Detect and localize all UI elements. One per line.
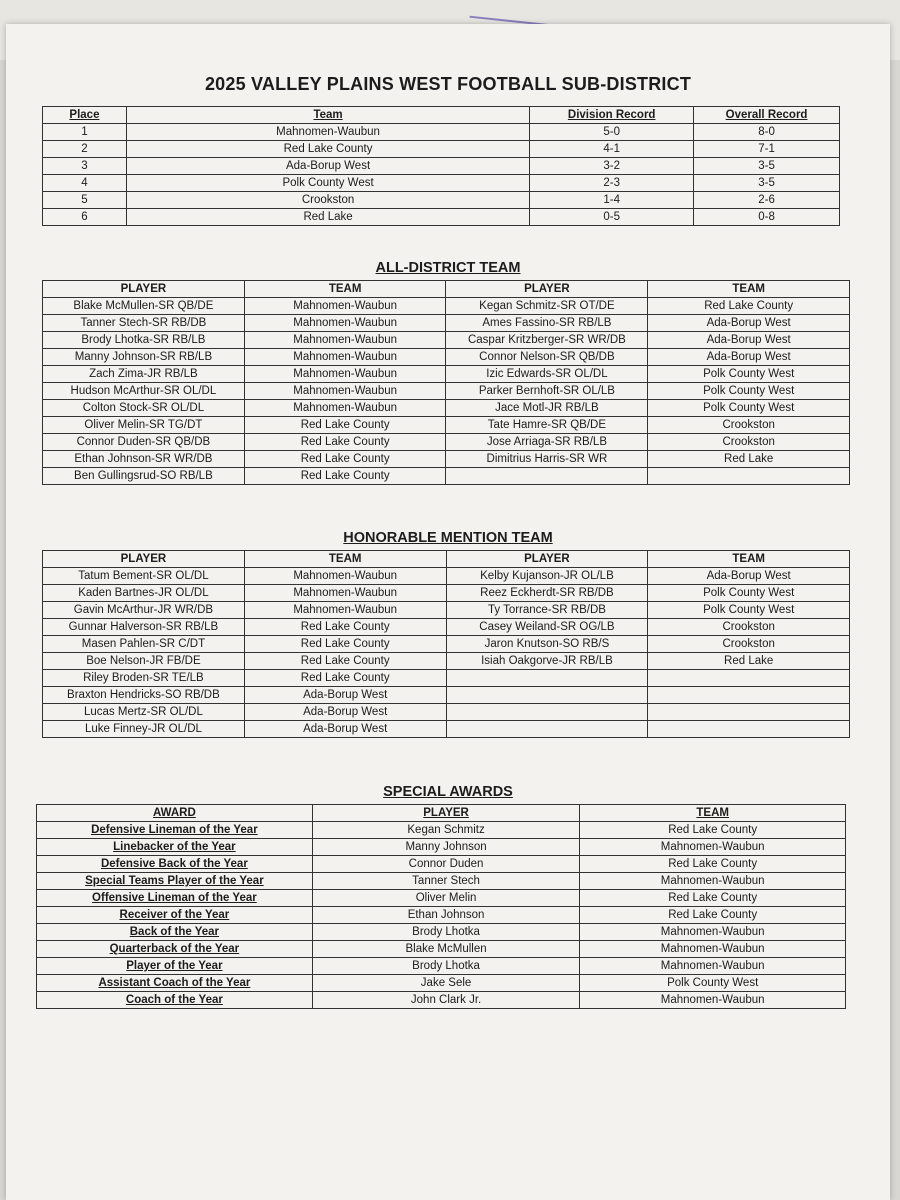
player-cell: Gavin McArthur-JR WR/DB: [43, 602, 245, 619]
team-cell: Red Lake County: [244, 636, 446, 653]
team-cell: [648, 687, 850, 704]
team-cell: Crookston: [126, 192, 529, 209]
team-cell: Mahnomen-Waubun: [244, 602, 446, 619]
player-header: PLAYER: [312, 805, 580, 822]
team-cell: Mahnomen-Waubun: [580, 873, 846, 890]
team-header: Team: [126, 107, 529, 124]
team-header: TEAM: [244, 551, 446, 568]
table-row: [43, 602, 850, 619]
player-cell: [446, 687, 648, 704]
player-cell: [446, 721, 648, 738]
table-row: [37, 839, 846, 856]
player-cell: Zach Zima-JR RB/LB: [43, 366, 245, 383]
player-cell: Kaden Bartnes-JR OL/DL: [43, 585, 245, 602]
document-page: [6, 24, 890, 1200]
team-cell: Crookston: [648, 417, 850, 434]
table-row: [43, 349, 850, 366]
player-cell: Tanner Stech-SR RB/DB: [43, 315, 245, 332]
player-cell: Jose Arriaga-SR RB/LB: [446, 434, 648, 451]
player-cell: Kelby Kujanson-JR OL/LB: [446, 568, 648, 585]
division-record-cell: 2-3: [530, 175, 694, 192]
award-cell: Defensive Back of the Year: [37, 856, 313, 873]
player-cell: Boe Nelson-JR FB/DE: [43, 653, 245, 670]
table-row: [43, 670, 850, 687]
player-cell: Brody Lhotka-SR RB/LB: [43, 332, 245, 349]
player-cell: Jace Motl-JR RB/LB: [446, 400, 648, 417]
player-cell: Ben Gullingsrud-SO RB/LB: [43, 468, 245, 485]
overall-record-cell: 0-8: [694, 209, 840, 226]
team-cell: Mahnomen-Waubun: [244, 349, 446, 366]
division-record-cell: 5-0: [530, 124, 694, 141]
team-header: TEAM: [648, 551, 850, 568]
team-cell: Ada-Borup West: [648, 568, 850, 585]
player-cell: Connor Duden-SR QB/DB: [43, 434, 245, 451]
team-cell: Mahnomen-Waubun: [580, 839, 846, 856]
player-cell: Tatum Bement-SR OL/DL: [43, 568, 245, 585]
place-cell: 1: [43, 124, 127, 141]
overall-record-cell: 7-1: [694, 141, 840, 158]
award-header: AWARD: [37, 805, 313, 822]
table-row: [37, 856, 846, 873]
division-record-cell: 0-5: [530, 209, 694, 226]
player-cell: Masen Pahlen-SR C/DT: [43, 636, 245, 653]
table-row: [43, 158, 840, 175]
standings-table: [42, 106, 840, 226]
team-cell: Red Lake County: [580, 890, 846, 907]
award-cell: Receiver of the Year: [37, 907, 313, 924]
team-cell: Mahnomen-Waubun: [580, 924, 846, 941]
honorable-mention-table: [42, 550, 850, 738]
table-row: [43, 400, 850, 417]
player-header: PLAYER: [446, 551, 648, 568]
table-row: [37, 873, 846, 890]
award-cell: Offensive Lineman of the Year: [37, 890, 313, 907]
team-cell: Ada-Borup West: [244, 704, 446, 721]
table-row: [37, 975, 846, 992]
table-row: [43, 315, 850, 332]
team-cell: Red Lake: [648, 451, 850, 468]
all-district-table: [42, 280, 850, 485]
place-cell: 4: [43, 175, 127, 192]
player-header: PLAYER: [43, 281, 245, 298]
team-cell: Polk County West: [648, 383, 850, 400]
team-cell: Red Lake County: [244, 417, 446, 434]
award-cell: Quarterback of the Year: [37, 941, 313, 958]
overall-record-cell: 3-5: [694, 175, 840, 192]
team-cell: [648, 670, 850, 687]
team-cell: Mahnomen-Waubun: [244, 568, 446, 585]
award-cell: Player of the Year: [37, 958, 313, 975]
place-cell: 6: [43, 209, 127, 226]
player-header: PLAYER: [43, 551, 245, 568]
player-cell: Gunnar Halverson-SR RB/LB: [43, 619, 245, 636]
table-row: [43, 209, 840, 226]
table-row: [43, 332, 850, 349]
team-cell: Red Lake County: [244, 619, 446, 636]
table-row: [43, 141, 840, 158]
player-cell: Braxton Hendricks-SO RB/DB: [43, 687, 245, 704]
all-district-title: ALL-DISTRICT TEAM: [375, 260, 521, 276]
team-cell: Mahnomen-Waubun: [244, 585, 446, 602]
division-record-cell: 1-4: [530, 192, 694, 209]
table-row: [37, 822, 846, 839]
team-cell: Ada-Borup West: [126, 158, 529, 175]
team-cell: Mahnomen-Waubun: [126, 124, 529, 141]
table-row: [43, 585, 850, 602]
player-cell: Ethan Johnson: [312, 907, 580, 924]
player-cell: Connor Duden: [312, 856, 580, 873]
award-cell: Special Teams Player of the Year: [37, 873, 313, 890]
table-row: [37, 890, 846, 907]
player-cell: Isiah Oakgorve-JR RB/LB: [446, 653, 648, 670]
player-cell: Oliver Melin: [312, 890, 580, 907]
table-row: [43, 704, 850, 721]
player-cell: Lucas Mertz-SR OL/DL: [43, 704, 245, 721]
player-cell: [446, 468, 648, 485]
all-district-header-row: [43, 281, 850, 298]
player-header: PLAYER: [446, 281, 648, 298]
team-cell: Mahnomen-Waubun: [580, 958, 846, 975]
team-cell: Polk County West: [648, 602, 850, 619]
table-row: [43, 451, 850, 468]
team-cell: Ada-Borup West: [648, 332, 850, 349]
player-cell: Hudson McArthur-SR OL/DL: [43, 383, 245, 400]
player-cell: John Clark Jr.: [312, 992, 580, 1009]
table-row: [43, 468, 850, 485]
team-cell: Mahnomen-Waubun: [244, 400, 446, 417]
document-title: 2025 VALLEY PLAINS WEST FOOTBALL SUB-DISTRICT: [204, 74, 692, 94]
place-cell: 3: [43, 158, 127, 175]
team-cell: Ada-Borup West: [244, 721, 446, 738]
place-header: Place: [43, 107, 127, 124]
team-header: TEAM: [244, 281, 446, 298]
player-cell: Luke Finney-JR OL/DL: [43, 721, 245, 738]
table-row: [43, 619, 850, 636]
player-cell: Manny Johnson: [312, 839, 580, 856]
team-cell: Mahnomen-Waubun: [244, 366, 446, 383]
team-cell: Red Lake County: [648, 298, 850, 315]
team-cell: Red Lake: [648, 653, 850, 670]
team-cell: Mahnomen-Waubun: [580, 992, 846, 1009]
team-cell: Crookston: [648, 434, 850, 451]
player-cell: Jake Sele: [312, 975, 580, 992]
table-row: [43, 298, 850, 315]
special-awards-table: [36, 804, 846, 1009]
team-cell: Red Lake County: [580, 856, 846, 873]
player-cell: Tanner Stech: [312, 873, 580, 890]
player-cell: Kegan Schmitz-SR OT/DE: [446, 298, 648, 315]
team-cell: Mahnomen-Waubun: [244, 332, 446, 349]
team-cell: Ada-Borup West: [648, 349, 850, 366]
team-cell: [648, 468, 850, 485]
table-row: [43, 383, 850, 400]
table-row: [43, 721, 850, 738]
team-cell: Polk County West: [648, 585, 850, 602]
team-header: TEAM: [580, 805, 846, 822]
team-cell: Mahnomen-Waubun: [580, 941, 846, 958]
place-cell: 5: [43, 192, 127, 209]
award-cell: Assistant Coach of the Year: [37, 975, 313, 992]
player-cell: Ethan Johnson-SR WR/DB: [43, 451, 245, 468]
player-cell: [446, 704, 648, 721]
table-row: [43, 366, 850, 383]
player-cell: Ty Torrance-SR RB/DB: [446, 602, 648, 619]
team-cell: Red Lake County: [244, 670, 446, 687]
player-cell: [446, 670, 648, 687]
table-row: [43, 417, 850, 434]
team-cell: [648, 704, 850, 721]
table-row: [43, 124, 840, 141]
standings-header-row: [43, 107, 840, 124]
team-header: TEAM: [648, 281, 850, 298]
division-record-cell: 4-1: [530, 141, 694, 158]
team-cell: Mahnomen-Waubun: [244, 298, 446, 315]
team-cell: Polk County West: [648, 366, 850, 383]
team-cell: Polk County West: [648, 400, 850, 417]
team-cell: Crookston: [648, 619, 850, 636]
division-record-header: Division Record: [530, 107, 694, 124]
honorable-mention-title: HONORABLE MENTION TEAM: [343, 530, 553, 546]
team-cell: Ada-Borup West: [648, 315, 850, 332]
table-row: [37, 941, 846, 958]
team-cell: Polk County West: [126, 175, 529, 192]
team-cell: Red Lake County: [580, 822, 846, 839]
awards-header-row: [37, 805, 846, 822]
table-row: [43, 636, 850, 653]
player-cell: Brody Lhotka: [312, 924, 580, 941]
table-row: [37, 907, 846, 924]
team-cell: Mahnomen-Waubun: [244, 315, 446, 332]
team-cell: Red Lake County: [580, 907, 846, 924]
team-cell: Red Lake County: [126, 141, 529, 158]
player-cell: Dimitrius Harris-SR WR: [446, 451, 648, 468]
team-cell: Red Lake: [126, 209, 529, 226]
player-cell: Caspar Kritzberger-SR WR/DB: [446, 332, 648, 349]
special-awards-title: SPECIAL AWARDS: [383, 784, 513, 800]
player-cell: Blake McMullen: [312, 941, 580, 958]
award-cell: Coach of the Year: [37, 992, 313, 1009]
player-cell: Parker Bernhoft-SR OL/LB: [446, 383, 648, 400]
team-cell: Polk County West: [580, 975, 846, 992]
player-cell: Reez Eckherdt-SR RB/DB: [446, 585, 648, 602]
player-cell: Connor Nelson-SR QB/DB: [446, 349, 648, 366]
table-row: [43, 568, 850, 585]
award-cell: Linebacker of the Year: [37, 839, 313, 856]
team-cell: [648, 721, 850, 738]
table-row: [37, 924, 846, 941]
player-cell: Riley Broden-SR TE/LB: [43, 670, 245, 687]
team-cell: Red Lake County: [244, 451, 446, 468]
player-cell: Ames Fassino-SR RB/LB: [446, 315, 648, 332]
team-cell: Red Lake County: [244, 468, 446, 485]
player-cell: Manny Johnson-SR RB/LB: [43, 349, 245, 366]
team-cell: Mahnomen-Waubun: [244, 383, 446, 400]
player-cell: Izic Edwards-SR OL/DL: [446, 366, 648, 383]
player-cell: Casey Weiland-SR OG/LB: [446, 619, 648, 636]
player-cell: Kegan Schmitz: [312, 822, 580, 839]
team-cell: Crookston: [648, 636, 850, 653]
table-row: [43, 687, 850, 704]
overall-record-header: Overall Record: [694, 107, 840, 124]
player-cell: Jaron Knutson-SO RB/S: [446, 636, 648, 653]
player-cell: Oliver Melin-SR TG/DT: [43, 417, 245, 434]
table-row: [37, 958, 846, 975]
award-cell: Defensive Lineman of the Year: [37, 822, 313, 839]
player-cell: Tate Hamre-SR QB/DE: [446, 417, 648, 434]
team-cell: Red Lake County: [244, 434, 446, 451]
overall-record-cell: 8-0: [694, 124, 840, 141]
overall-record-cell: 3-5: [694, 158, 840, 175]
player-cell: Blake McMullen-SR QB/DE: [43, 298, 245, 315]
table-row: [43, 434, 850, 451]
overall-record-cell: 2-6: [694, 192, 840, 209]
honorable-header-row: [43, 551, 850, 568]
table-row: [43, 175, 840, 192]
table-row: [37, 992, 846, 1009]
award-cell: Back of the Year: [37, 924, 313, 941]
place-cell: 2: [43, 141, 127, 158]
player-cell: Colton Stock-SR OL/DL: [43, 400, 245, 417]
team-cell: Ada-Borup West: [244, 687, 446, 704]
team-cell: Red Lake County: [244, 653, 446, 670]
table-row: [43, 192, 840, 209]
table-row: [43, 653, 850, 670]
player-cell: Brody Lhotka: [312, 958, 580, 975]
division-record-cell: 3-2: [530, 158, 694, 175]
